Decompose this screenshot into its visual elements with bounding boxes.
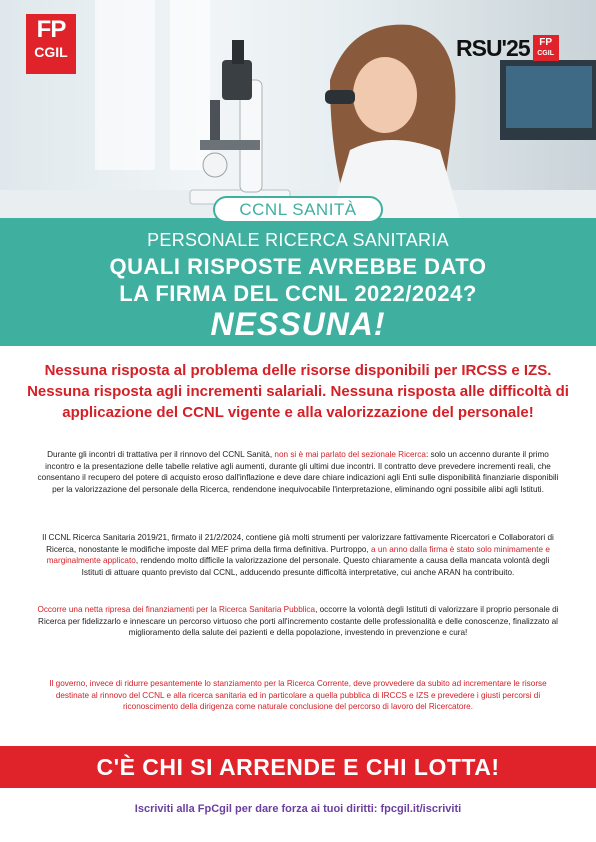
paragraph-3 bbox=[36, 604, 560, 639]
rsu-text: RSU'25 bbox=[456, 35, 530, 61]
scientist-illustration bbox=[290, 0, 490, 218]
paragraph-2-text-a: Il CCNL Ricerca Sanitaria 2019/21, firmato il 21/2/2024, contiene già molti strumenti per valorizzare fattivamente Ricercatori e Collaboratori di Ricerca, nonostante le modifiche imposte dal MEF prima della firma definitiva. Purtroppo, bbox=[42, 533, 554, 554]
paragraph-2 bbox=[36, 532, 560, 578]
monitor-screen bbox=[506, 66, 592, 128]
window-light bbox=[95, 0, 155, 170]
answer-headline: NESSUNA! bbox=[210, 306, 386, 342]
microscope-illustration bbox=[170, 40, 310, 210]
question-line-1: QUALI RISPOSTE AVREBBE DATO bbox=[109, 254, 487, 279]
rsu-fp-badge-line1: FP bbox=[539, 37, 553, 48]
footer bbox=[0, 803, 596, 815]
rsu-logo bbox=[456, 34, 559, 62]
paragraph-4: Il governo, invece di ridurre pesantemente lo stanziamento per la Ricerca Corrente, deve provvedere da subito ad incrementare le risorse destinate al rinnovo del CCNL e alla ricerca sanitaria ed in particolare a quella pubblica di IRCCS e IZS e prevedere i giusti percorsi di riconoscimento della dirigenza come naturale conclusione del percorso di lavoro del Ricercatore. bbox=[49, 679, 547, 712]
rsu-fp-badge-line2: CGIL bbox=[537, 50, 554, 57]
intro-statement: Nessuna risposta al problema delle risorse disponibili per IRCSS e IZS. Nessuna risposta agli incrementi salariali. Nessuna risposta alle difficoltà di applicazione del CCNL vigente e alla valorizzazione del personale! bbox=[27, 362, 569, 421]
paragraph-3-text-b: , occorre la volontà degli Istituti di valorizzare il proprio personale di Ricerca per fidelizzarlo e innescare un percorso virtuoso che porti all'incremento costante delle professionalità e delle conoscenze, finalizzato al miglioramento della salute dei pazienti e della popolazione, investendo in prevenzione e cura! bbox=[38, 605, 559, 638]
subtitle: PERSONALE RICERCA SANITARIA bbox=[147, 230, 449, 250]
ccnl-sanita-pill: CCNL SANITÀ bbox=[213, 196, 383, 223]
question-line-2: LA FIRMA DEL CCNL 2022/2024? bbox=[119, 281, 477, 306]
logo-cgil-text: CGIL bbox=[34, 44, 68, 60]
fp-cgil-logo bbox=[26, 14, 76, 74]
paragraph-1 bbox=[36, 449, 560, 495]
paragraph-1-text-c: : solo un accenno durante il primo incontro e la presentazione delle tabelle relative agli aumenti, durante gli ultimi due incontri. Il contratto deve prevedere incrementi reali, che consentano il recupero del potere di acquisto eroso dall'inflazione e deve dare chiare indicazioni agli Enti sulle disponibilità finanziarie disponibili per la valorizzazione del personale della Ricerca, rendendone inequivocabile l'interpretazione, eliminando ogni possibile alibi agli Istituti. bbox=[37, 450, 559, 494]
footer-link[interactable]: fpcgil.it/iscriviti bbox=[380, 803, 462, 815]
logo-fp-text: FP bbox=[36, 16, 66, 43]
paragraph-1-text-a: Durante gli incontri di trattativa per il rinnovo del CCNL Sanità, bbox=[47, 450, 275, 459]
paragraph-3-highlight: Occorre una netta ripresa dei finanziamenti per la Ricerca Sanitaria Pubblica bbox=[37, 605, 316, 614]
headline-band bbox=[0, 218, 596, 346]
paragraph-2-text-c: , rendendo molto difficile la valorizzazione del personale. Questo chiaramente a causa della mancata volontà degli Istituti di attuare quanto previsto dal CCNL, adducendo presunte difficoltà interpretative, cui anche ARAN ha contribuito. bbox=[81, 556, 550, 577]
hero-photo bbox=[0, 0, 596, 218]
paragraph-2-highlight: a un anno dalla firma è stato solo minimamente e marginalmente applicato bbox=[46, 544, 550, 566]
rsu-fp-badge bbox=[533, 35, 559, 61]
paragraph-1-highlight: non si è mai parlato del sezionale Ricerca bbox=[274, 450, 426, 459]
slogan-banner: C'È CHI SI ARRENDE E CHI LOTTA! bbox=[0, 746, 596, 788]
footer-text: Iscriviti alla FpCgil per dare forza ai tuoi diritti: bbox=[134, 803, 381, 815]
